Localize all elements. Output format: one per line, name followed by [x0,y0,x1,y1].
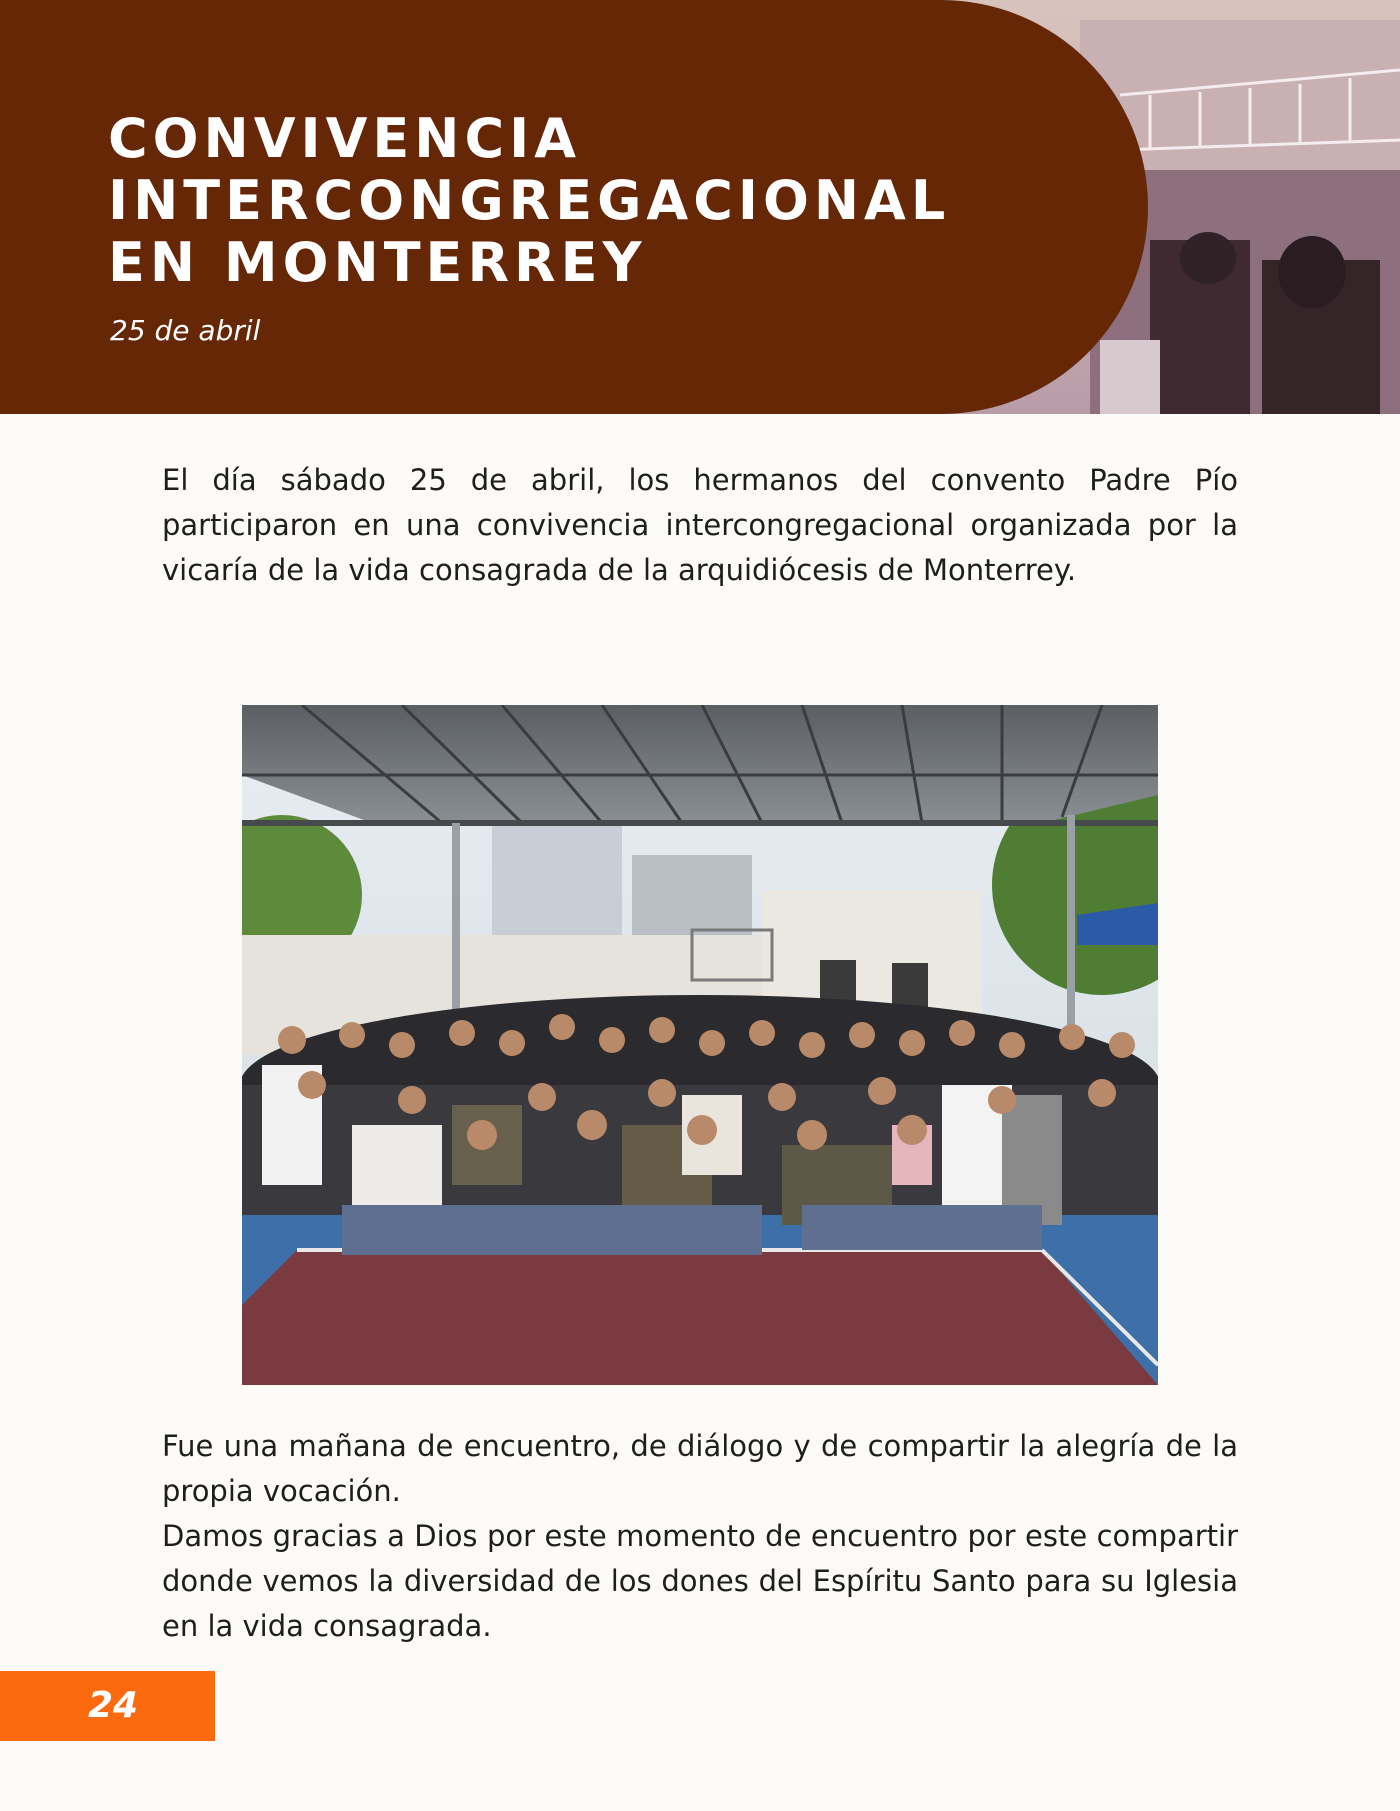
closing-line-1: Fue una mañana de encuentro, de diálogo y de compartir la alegría de la propia vocación. [162,1429,1238,1508]
page-number: 24 [88,1685,139,1726]
page-title [108,108,1008,294]
group-photo-image [242,705,1158,1385]
event-date: 25 de abril [110,314,261,347]
closing-paragraph [162,1424,1238,1649]
group-photo [242,705,1158,1385]
page-header [0,0,1400,414]
title-line-1: CONVIVENCIA [108,107,581,170]
closing-line-2: Damos gracias a Dios por este momento de encuentro por este compartir donde vemos la diversidad de los dones del Espíritu Santo para su Iglesia en la vida consagrada. [162,1519,1238,1643]
page-number-badge [0,1671,215,1741]
title-line-3: EN MONTERREY [108,231,647,294]
intro-paragraph: El día sábado 25 de abril, los hermanos del convento Padre Pío participaron en una convivencia intercongregacional organizada por la vicaría de la vida consagrada de la arquidiócesis de Monterrey. [162,463,1238,587]
title-line-2: INTERCONGREGACIONAL [108,169,951,232]
